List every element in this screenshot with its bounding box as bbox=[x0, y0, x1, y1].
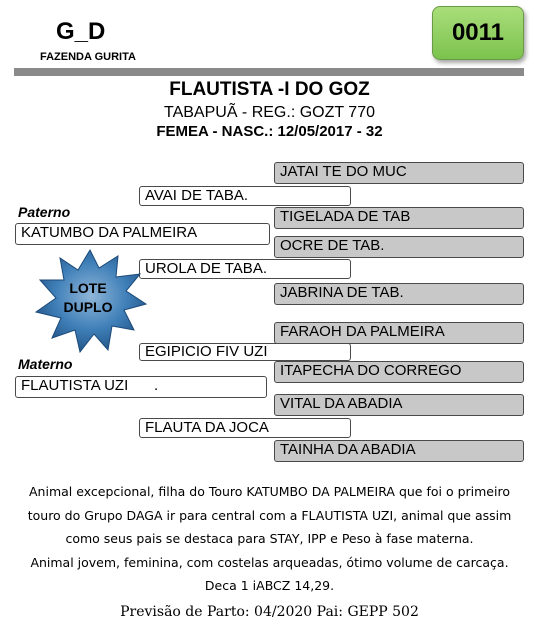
paternal-grandsire-box: AVAI DE TABA. bbox=[139, 186, 351, 206]
badge-line-2: DUPLO bbox=[63, 299, 113, 315]
note-line-2: touro do Grupo DAGA ir para central com a FLAUTISTA UZI, animal que assim bbox=[27, 507, 512, 523]
ggp-box-3: OCRE DE TAB. bbox=[274, 236, 524, 258]
paternal-label: Paterno bbox=[18, 204, 71, 220]
maternal-granddam-box: FLAUTA DA JOCA bbox=[139, 418, 351, 438]
badge-line-1: LOTE bbox=[69, 280, 107, 296]
animal-registry: TABAPUÃ - REG.: GOZT 770 bbox=[163, 104, 375, 121]
maternal-grandsire-box: EGIPICIO FIV UZI bbox=[139, 343, 351, 361]
ggp-box-7: VITAL DA ABADIA bbox=[274, 394, 524, 416]
sire-box: KATUMBO DA PALMEIRA bbox=[15, 223, 270, 245]
note-line-1: Animal excepcional, filha do Touro KATUMBO DA PALMEIRA que foi o primeiro bbox=[29, 484, 510, 499]
header-divider bbox=[14, 68, 524, 76]
ggp-box-5: FARAOH DA PALMEIRA bbox=[274, 322, 524, 344]
lot-number-badge: 0011 bbox=[432, 6, 524, 60]
ggp-box-4: JABRINA DE TAB. bbox=[274, 283, 524, 305]
animal-description bbox=[10, 480, 529, 624]
ggp-box-1: JATAI TE DO MUC bbox=[274, 162, 524, 184]
ggp-box-8: TAINHA DA ABADIA bbox=[274, 440, 524, 462]
animal-name: FLAUTISTA -I DO GOZ bbox=[169, 79, 370, 100]
maternal-label: Materno bbox=[18, 356, 73, 372]
note-line-5: Deca 1 iABCZ 14,29. bbox=[204, 578, 335, 593]
paternal-granddam-box: UROLA DE TABA. bbox=[139, 259, 351, 279]
ggp-box-6: ITAPECHA DO CORREGO bbox=[274, 361, 524, 383]
dam-box bbox=[15, 376, 267, 398]
farm-name: FAZENDA GURITA bbox=[40, 51, 136, 63]
birth-forecast: Previsão de Parto: 04/2020 Pai: GEPP 502 bbox=[120, 603, 419, 620]
double-lot-star-badge bbox=[30, 246, 150, 356]
dam-extra-mark: . bbox=[154, 377, 159, 394]
ggp-box-2: TIGELADA DE TAB bbox=[274, 207, 524, 229]
note-line-3: como seus pais se destaca para STAY, IPP e Peso à fase materna. bbox=[65, 531, 474, 546]
animal-birth-info: FEMEA - NASC.: 12/05/2017 - 32 bbox=[156, 123, 383, 140]
note-line-4: Animal jovem, feminina, com costelas arqueadas, ótimo volume de carcaça. bbox=[30, 554, 509, 570]
farm-brand: G_D bbox=[56, 18, 106, 45]
dam-name: FLAUTISTA UZI bbox=[21, 377, 129, 394]
